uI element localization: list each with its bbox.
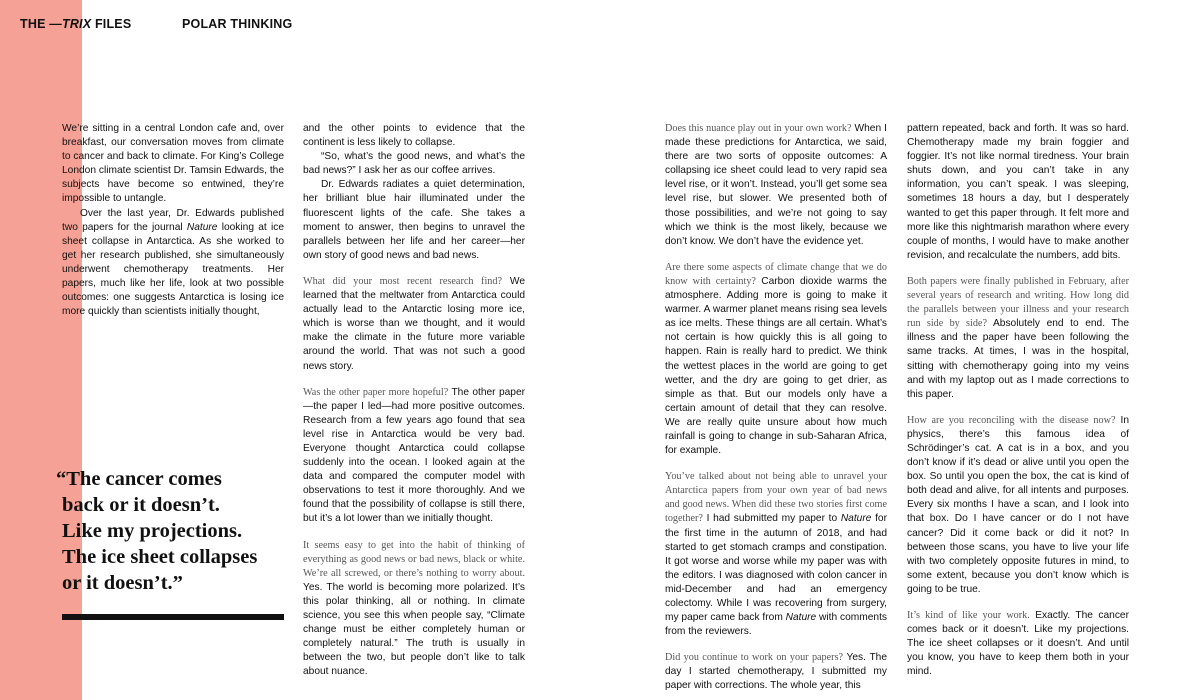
interview-answer: Exactly. The cancer comes back or it doesn’t. Like my projections. The ice sheet collapses or it doesn’t. And until you know, you have to keep them both in your mind. bbox=[907, 610, 1129, 678]
qa-block: You’ve talked about not being able to unravel your Antarctica papers from your own year of bad news and good news. When did these two stories first come together? I had submitted my paper to Nature for the first time in the autumn of 2018, and had started to get stomach cramps and constipation. It got worse and worse while my paper was with the editors. I was diagnosed with colon cancer in mid-December and had an emergency colectomy. While I was recovering from surgery, my paper came back from Nature with comments from the reviewers. bbox=[665, 471, 888, 638]
pull-quote-line: The ice sheet collapses bbox=[62, 546, 258, 568]
body-paragraph: pattern repeated, back and forth. It was so hard. Chemotherapy made my brain foggier and foggier. It’s not like normal tiredness. Your brain shuts down, and you can’t take in any information, you can’t speak. I was sleeping, sometimes 18 hours a day, but I desperately wanted to get this paper through. It felt more and more like this nightmarish marathon where every couple of months, I would have to make another revision, and recalculate the numbers, add bits. bbox=[907, 123, 1129, 261]
journal-name: Nature bbox=[186, 221, 218, 233]
qa-block bbox=[665, 651, 887, 693]
intro-paragraph: We’re sitting in a central London cafe and, over breakfast, our conversation moves from climate to cancer and back to climate. For King’s College London climate scientist Dr. Tamsin Edwards, the subjects have become so entwined, they’re impossible to untangle. bbox=[62, 123, 284, 205]
pull-quote bbox=[56, 466, 296, 596]
interview-answer: We learned that the meltwater from Antarctica could actually lead to the Antarctic losing more ice, which is worse than we thought, and it would make the climate in the future more variable around the world. That was not such a good news story. bbox=[303, 275, 525, 372]
qa-block bbox=[907, 275, 1129, 402]
section-italic: —TRIX bbox=[49, 17, 92, 31]
pull-quote-line: “The cancer comes bbox=[56, 468, 222, 490]
qa-block bbox=[665, 122, 887, 249]
pull-quote-rule bbox=[62, 614, 284, 620]
qa-block bbox=[303, 386, 525, 527]
pull-quote-line: or it doesn’t.” bbox=[62, 572, 183, 594]
column-4 bbox=[907, 122, 1129, 679]
interview-question: Did you continue to work on your papers? bbox=[665, 652, 844, 664]
interview-question: It’s kind of like your work. bbox=[907, 610, 1030, 621]
body-paragraph: and the other points to evidence that the continent is less likely to collapse. bbox=[303, 123, 525, 149]
interview-question: It seems easy to get into the habit of thinking of everything as good news or bad news, black or white. We’re all screwed, or there’s nothing to worry about. bbox=[303, 539, 525, 579]
interview-answer: Carbon dioxide warms the atmosphere. Adding more is going to make it warmer. A warmer planet means rising sea levels as ice melts. These things are all certain. What’s not certain is how quickly this is all going to happen. Rain is really hard to predict. We think the wettest places in the world are going to get wetter, and the dry are going to get drier, as simple as that. But our models only have a certain amount of detail that they can resolve. We are really quite unsure about how much rainfall is going to change in sub-Saharan Africa, for example. bbox=[665, 275, 887, 457]
section-suffix: FILES bbox=[91, 17, 132, 31]
interview-question: How are you reconciling with the disease now? bbox=[907, 414, 1116, 426]
interview-question: Are there some aspects of climate change that we do know with certainty? bbox=[665, 261, 887, 287]
interview-answer: I had submitted my paper to bbox=[702, 513, 841, 525]
interview-question: Both papers were finally published in February, after several years of research and writing. How long did the parallels between your illness and your research run side by side? bbox=[907, 275, 1129, 330]
qa-block bbox=[303, 275, 525, 374]
journal-name: Nature bbox=[785, 612, 817, 624]
pull-quote-line: back or it doesn’t. bbox=[62, 494, 220, 516]
interview-question: Was the other paper more hopeful? bbox=[303, 386, 449, 398]
qa-block bbox=[907, 609, 1129, 679]
journal-name: Nature bbox=[840, 513, 872, 525]
column-3 bbox=[665, 122, 887, 694]
interview-answer: The other paper—the paper I led—had more positive outcomes. Research from a few years ago found that sea level rise in Antarctica would be very bad. Everyone thought Antarctica could collapse suddenly into the ocean. I looked again at the data and compared the computer model with observations to test it more thoroughly. And we found that the possibility of collapse is still there, but it’s a lot lower than we initially thought. bbox=[303, 386, 525, 525]
column-2 bbox=[303, 122, 525, 679]
column-1 bbox=[62, 122, 284, 319]
body-paragraph: “So, what’s the good news, and what’s the bad news?” I ask her as our coffee arrives. bbox=[303, 151, 525, 177]
interview-question: You’ve talked about not being able to unravel your Antarctica papers from your own year of bad news and good news. When did these two stories first come together? bbox=[665, 471, 887, 525]
interview-answer: In physics, there’s this famous idea of Schrödinger’s cat. A cat is in a box, and you don’t know if it’s dead or alive until you open the box. So until you open the box, the cat is kind of both dead and alive, for all intents and purposes. Every six months I have a scan, and I look into that box. Do I have cancer or do I not have cancer? Did it come back or did it not? In between those scans, you have to live your life with two completely opposite futures in mind, to some extent, because you don’t know which is going to be true. bbox=[907, 414, 1129, 595]
qa-block bbox=[665, 261, 887, 458]
interview-question: Does this nuance play out in your own work? bbox=[665, 123, 852, 134]
pull-quote-line: Like my projections. bbox=[62, 520, 243, 542]
body-paragraph: Dr. Edwards radiates a quiet determination, her brilliant blue hair illuminated under the fluorescent lights of the cafe. She takes a moment to answer, then begins to unravel the parallels between her life and her career—her own story of good news and bad news. bbox=[303, 179, 525, 261]
article-title: POLAR THINKING bbox=[182, 17, 293, 31]
interview-answer: Yes. The day I started chemotherapy, I submitted my paper with corrections. The whole year, this bbox=[665, 652, 888, 692]
section-prefix: THE bbox=[20, 17, 50, 31]
interview-answer: When I made these predictions for Antarctica, we said, there are two sorts of opposite outcomes: A collapsing ice sheet could lead to very rapid sea level rise, or it won’t. Instead, you’ll get some sea level rise, but slower. We presented both of those possibilities, and we’re not going to say which we think is the most likely, because we don’t know. We don’t have the evidence yet. bbox=[665, 123, 887, 247]
qa-block bbox=[303, 539, 525, 680]
body-paragraph: Over the last year, Dr. Edwards published two papers for the journal Nature looking at ice sheet collapse in Antarctica. As she worked to get her research published, she simultaneously underwent chemotherapy treatments. Her papers, much like her life, look at two possible outcomes: one suggests Antarctica is losing ice more quickly than scientists initially thought, bbox=[62, 207, 284, 318]
qa-block bbox=[907, 414, 1129, 597]
interview-question: What did your most recent research find? bbox=[303, 275, 502, 287]
interview-answer: Absolutely end to end. The illness and the paper have been following the same tracks. At times, I was in the hospital, sitting with chemotherapy going into my veins and with my laptop out as I made corrections to this paper. bbox=[907, 318, 1129, 400]
interview-answer: Yes. The world is becoming more polarized. It’s this polar thinking, all or nothing. In climate science, you see this when people say, “Climate change must be either completely human or completely natural.” The truth is usually in between the two, but people don’t like to talk about nuance. bbox=[303, 581, 525, 678]
section-label bbox=[20, 17, 131, 31]
